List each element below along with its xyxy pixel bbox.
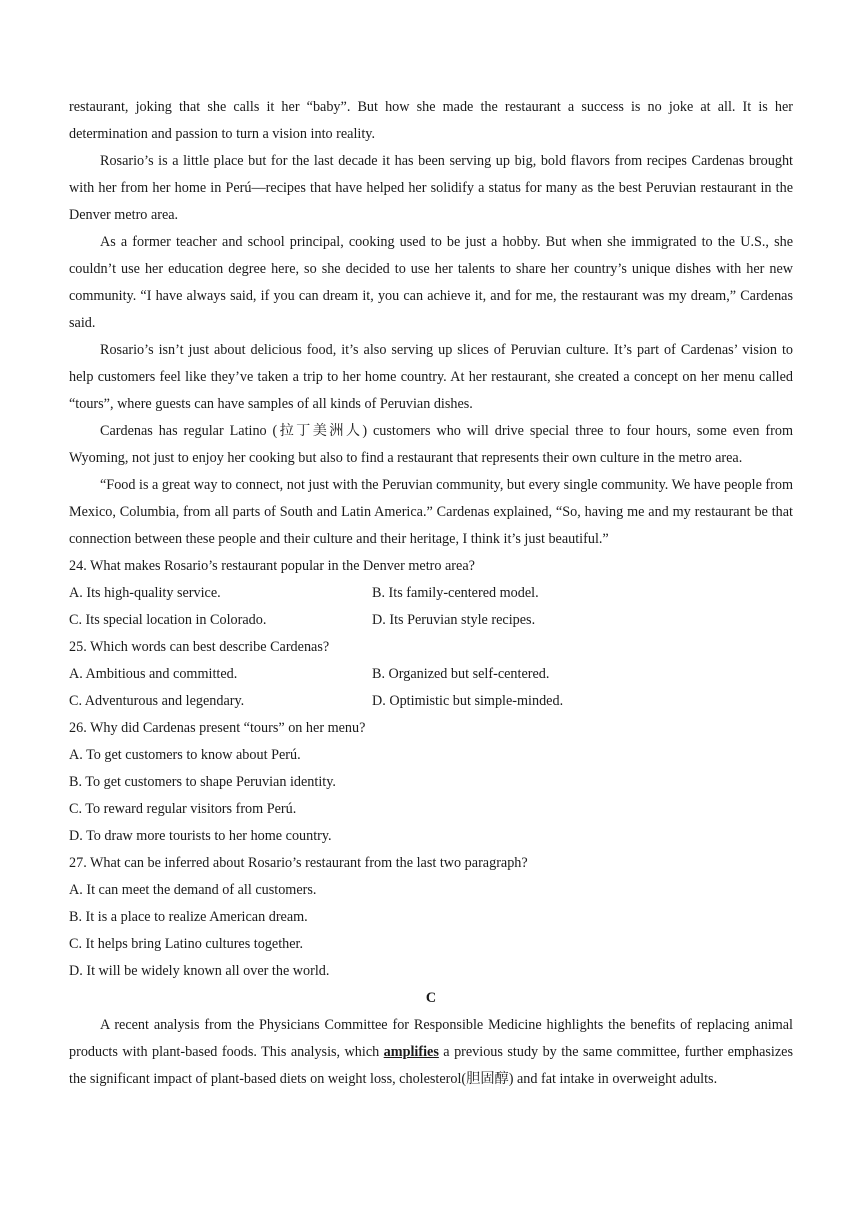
option-row xyxy=(69,688,793,715)
question-stem: 26. Why did Cardenas present “tours” on her menu? xyxy=(69,720,366,736)
option-row xyxy=(69,661,793,688)
passage-b-paragraph-5: “Food is a great way to connect, not just with the Peruvian community, but every single community. We have people from Mexico, Columbia, from all parts of South and Latin America.” Cardenas explained, “So, having me and my restaurant be that connection between these people and their culture and their heritage, I think it’s just beautiful.” xyxy=(69,477,793,547)
option-b: B. It is a place to realize American dream. xyxy=(69,909,308,925)
passage-b-paragraph-4: Cardenas has regular Latino (拉丁美洲人) customers who will drive special three to four hours, some even from Wyoming, not just to enjoy her cooking but also to find a restaurant that represents their own culture in the metro area. xyxy=(69,423,793,466)
option-a: A. It can meet the demand of all customers. xyxy=(69,882,317,898)
question-stem: 27. What can be inferred about Rosario’s restaurant from the last two paragraph? xyxy=(69,855,528,871)
passage-c-paragraph-1 xyxy=(69,1012,793,1093)
passage-b-paragraph-1: Rosario’s is a little place but for the last decade it has been serving up big, bold flavors from recipes Cardenas brought with her from her home in Perú—recipes that have helped her solidify a status for many as the best Peruvian restaurant in the Denver metro area. xyxy=(69,153,793,223)
option-a: A. To get customers to know about Perú. xyxy=(69,747,301,763)
question-25 xyxy=(69,634,793,715)
option-a: A. Ambitious and committed. xyxy=(69,666,238,682)
option-d: D. To draw more tourists to her home country. xyxy=(69,828,332,844)
section-c-heading: C xyxy=(425,990,437,1006)
option-row xyxy=(69,607,793,634)
option-a: A. Its high-quality service. xyxy=(69,585,221,601)
option-d: D. Its Peruvian style recipes. xyxy=(372,612,536,628)
option-b: B. Its family-centered model. xyxy=(372,585,539,601)
question-27 xyxy=(69,850,793,985)
passage-c-text-before: A recent analysis from the Physicians Committee for Responsible Medicine highlights the benefits of replacing animal products with plant-based foods. This analysis, which xyxy=(69,1017,793,1060)
passage-b-paragraph-0: restaurant, joking that she calls it her “baby”. But how she made the restaurant a success is no joke at all. It is her determination and passion to turn a vision into reality. xyxy=(69,99,793,142)
option-b: B. To get customers to shape Peruvian identity. xyxy=(69,774,336,790)
option-d: D. Optimistic but simple-minded. xyxy=(372,693,564,709)
option-c: C. Its special location in Colorado. xyxy=(69,612,267,628)
question-stem: 25. Which words can best describe Cardenas? xyxy=(69,639,330,655)
option-d: D. It will be widely known all over the world. xyxy=(69,963,330,979)
passage-b-paragraph-2: As a former teacher and school principal, cooking used to be just a hobby. But when she immigrated to the U.S., she couldn’t use her education degree here, so she decided to use her talents to share her country’s unique dishes with her new community. “I have always said, if you can dream it, you can achieve it, and for me, the restaurant was my dream,” Cardenas said. xyxy=(69,234,793,331)
question-26 xyxy=(69,715,793,850)
option-c: C. To reward regular visitors from Perú. xyxy=(69,801,297,817)
option-c: C. Adventurous and legendary. xyxy=(69,693,245,709)
option-b: B. Organized but self-centered. xyxy=(372,666,550,682)
question-24 xyxy=(69,553,793,634)
option-row xyxy=(69,580,793,607)
highlighted-word: amplifies xyxy=(383,1044,439,1060)
option-c: C. It helps bring Latino cultures together. xyxy=(69,936,304,952)
passage-b-paragraph-3: Rosario’s isn’t just about delicious food, it’s also serving up slices of Peruvian culture. It’s part of Cardenas’ vision to help customers feel like they’ve taken a trip to her home country. At her restaurant, she created a concept on her menu called “tours”, where guests can have samples of all kinds of Peruvian dishes. xyxy=(69,342,793,412)
passage-c-text-after: a previous study by the same committee, further emphasizes the significant impact of plant-based diets on weight loss, cholesterol(胆固醇) and fat intake in overweight adults. xyxy=(69,1044,793,1087)
question-stem: 24. What makes Rosario’s restaurant popular in the Denver metro area? xyxy=(69,558,475,574)
